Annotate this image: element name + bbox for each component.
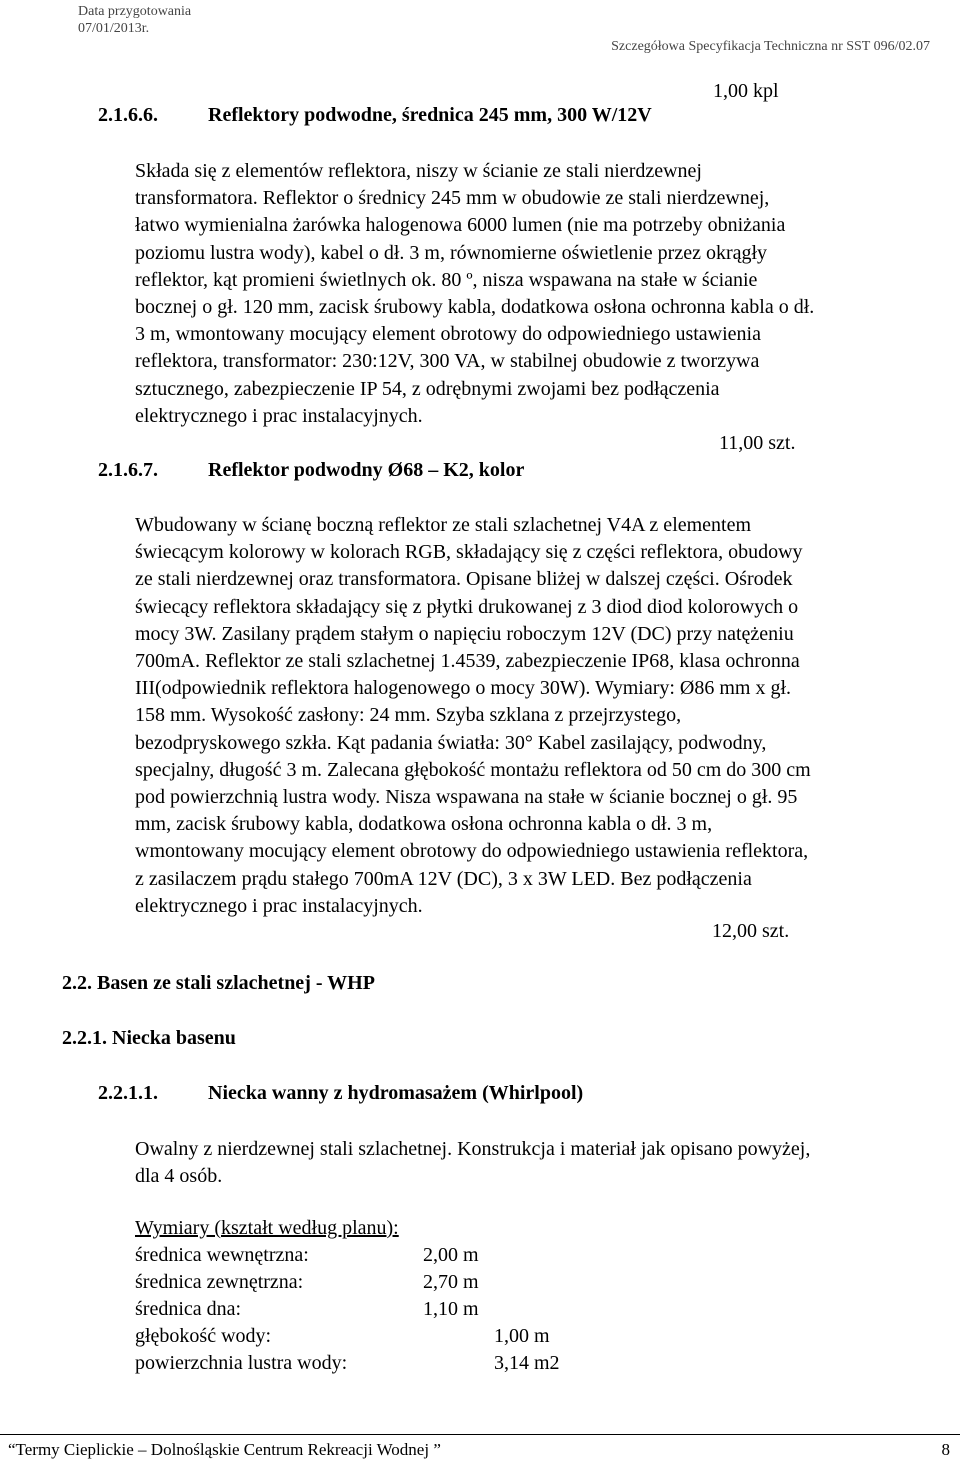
spec-title: Szczegółowa Specyfikacja Techniczna nr SST 096/02.07 xyxy=(611,39,930,54)
item-quantity: 1,00 kpl xyxy=(713,80,779,102)
text-line: III(odpowiednik reflektora halogenowego o mocy 30W). Wymiary: Ø86 mm x gł. xyxy=(135,677,792,700)
dimension-value: 2,00 m xyxy=(423,1244,479,1266)
text-line: Wbudowany w ścianę boczną reflektor ze stali szlachetnej V4A z elementem xyxy=(135,514,752,536)
dimension-value: 2,70 m xyxy=(423,1271,479,1293)
text-line: Składa się z elementów reflektora, niszy w ścianie ze stali nierdzewnej xyxy=(135,160,702,182)
text-line: reflektor, kąt promieni świetlnych ok. 80 º, nisza wspawana na stałe w ścianie xyxy=(135,268,758,291)
dimensions-heading: Wymiary (kształt według planu): xyxy=(135,1217,399,1239)
section-heading: 2.2. Basen ze stali szlachetnej - WHP xyxy=(62,972,375,994)
section-title: Niecka wanny z hydromasażem (Whirlpool) xyxy=(208,1082,584,1104)
section-number: 2.1.6.7. xyxy=(98,459,158,481)
dimension-value: 1,10 m xyxy=(423,1298,479,1320)
item-description xyxy=(135,158,947,430)
dimension-label: średnica dna: xyxy=(135,1298,242,1320)
dimension-label: powierzchnia lustra wody: xyxy=(135,1352,348,1374)
dimension-value: 3,14 m2 xyxy=(494,1352,560,1374)
section-number: 2.2.1.1. xyxy=(98,1082,158,1104)
text-line: sztucznego, zabezpieczenie IP 54, z odrębnymi zwojami bez podłączenia xyxy=(135,377,720,400)
text-line: mocy 3W. Zasilany prądem stałym o napięciu roboczym 12V (DC) przy natężeniu xyxy=(135,622,794,645)
date-label: Data przygotowania xyxy=(78,4,192,19)
text-line: bezodpryskowego szkła. Kąt padania światła: 30° Kabel zasilający, podwodny, xyxy=(135,731,767,754)
text-line: reflektora, transformator: 230:12V, 300 VA, w stabilnej obudowie z tworzywa xyxy=(135,350,760,373)
text-line: Owalny z nierdzewnej stali szlachetnej. Konstrukcja i materiał jak opisano powyżej, xyxy=(135,1138,811,1160)
section-title: Reflektor podwodny Ø68 – K2, kolor xyxy=(208,459,525,481)
text-line: łatwo wymienialna żarówka halogenowa 6000 lumen (nie ma potrzeby obniżania xyxy=(135,214,786,237)
text-line: mm, zacisk śrubowy kabla, dodatkowa osłona ochronna kabla o dł. 3 m, xyxy=(135,813,713,836)
item-quantity: 11,00 szt. xyxy=(719,432,796,454)
dimension-value: 1,00 m xyxy=(494,1325,550,1347)
text-line: 700mA. Reflektor ze stali szlachetnej 1.4539, zabezpieczenie IP68, klasa ochronna xyxy=(135,650,800,673)
dimension-label: średnica zewnętrzna: xyxy=(135,1271,304,1293)
text-line: świecący reflektora składający się z płytki drukowanej z 3 diod diod kolorowych o xyxy=(135,595,799,618)
text-line: z zasilaczem prądu stałego 700mA 12V (DC), 3 x 3W LED. Bez podłączenia xyxy=(135,867,752,890)
item-description xyxy=(135,512,947,920)
text-line: ze stali nierdzewnej oraz transformatora. Opisane bliżej w dalszej części. Ośrodek xyxy=(135,568,793,591)
text-line: poziomu lustra wody), kabel o dł. 3 m, równomierne oświetlenie przez okrągły xyxy=(135,241,768,264)
text-line: świecącym kolorowy w kolorach RGB, składający się z części reflektora, obudowy xyxy=(135,541,803,564)
subsection-heading: 2.2.1. Niecka basenu xyxy=(62,1027,236,1049)
footer-text: “Termy Cieplickie – Dolnośląskie Centrum Rekreacji Wodnej ” xyxy=(8,1440,441,1459)
text-line: 3 m, wmontowany mocujący element obrotowy do odpowiedniego ustawienia xyxy=(135,323,761,346)
footer-divider xyxy=(0,1434,960,1435)
text-line: specjalny, długość 3 m. Zalecana głębokość montażu reflektora od 50 cm do 300 cm xyxy=(135,758,811,781)
text-line: wmontowany mocujący element obrotowy do odpowiedniego ustawienia reflektora, xyxy=(135,840,809,863)
text-line: elektrycznego i prac instalacyjnych. xyxy=(135,404,423,427)
text-line: elektrycznego i prac instalacyjnych. xyxy=(135,894,423,917)
text-line: 158 mm. Wysokość zasłony: 24 mm. Szyba szklana z przejrzystego, xyxy=(135,704,682,727)
page-number: 8 xyxy=(941,1440,950,1459)
text-line: pod powierzchnią lustra wody. Nisza wspawana na stałe w ścianie bocznej o gł. 95 xyxy=(135,786,798,809)
date-value: 07/01/2013r. xyxy=(78,21,150,36)
text-line: bocznej o gł. 120 mm, zacisk śrubowy kabla, dodatkowa osłona ochronna kabla o dł. xyxy=(135,296,815,319)
dimension-label: głębokość wody: xyxy=(135,1325,272,1347)
section-number: 2.1.6.6. xyxy=(98,104,158,126)
dimension-label: średnica wewnętrzna: xyxy=(135,1244,309,1266)
text-line: transformatora. Reflektor o średnicy 245 mm w obudowie ze stali nierdzewnej, xyxy=(135,187,770,210)
item-description xyxy=(135,1136,947,1190)
section-title: Reflektory podwodne, średnica 245 mm, 300 W/12V xyxy=(208,104,652,126)
item-quantity: 12,00 szt. xyxy=(712,920,790,942)
text-line: dla 4 osób. xyxy=(135,1165,223,1188)
